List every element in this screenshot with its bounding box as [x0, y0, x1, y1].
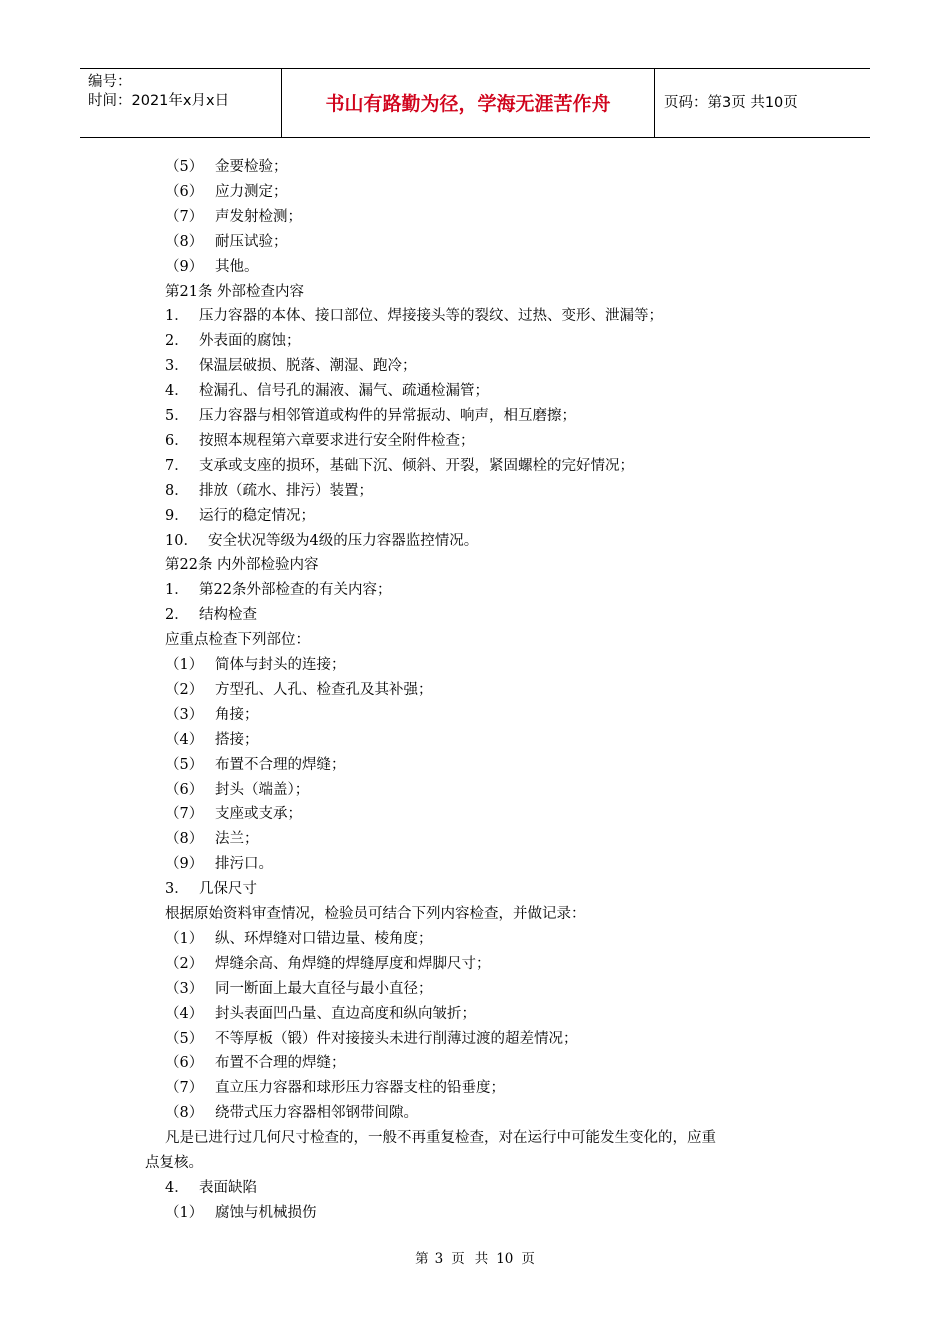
- text-line: [165, 431, 475, 451]
- text-line: [165, 1004, 476, 1024]
- header-motto: 书山有路勤为径，学海无涯苦作舟: [325, 93, 611, 115]
- text-line: [165, 182, 288, 202]
- text-line: [165, 555, 319, 575]
- line-text: 法兰；: [215, 831, 259, 848]
- list-marker: 6．: [165, 432, 189, 449]
- list-marker: （8）: [165, 233, 204, 250]
- list-marker: （8）: [165, 1105, 204, 1122]
- list-marker: 1．: [165, 308, 189, 325]
- line-text: 根据原始资料审查情况，检验员可结合下列内容检查，并做记录：: [165, 906, 586, 922]
- list-marker: （7）: [165, 806, 204, 823]
- list-marker: （3）: [165, 980, 204, 997]
- line-text: 凡是已进行过几何尺寸检查的，一般不再重复检查，对在运行中可能发生变化的，应重: [165, 1130, 716, 1147]
- list-marker: （5）: [165, 756, 204, 773]
- text-line: [165, 580, 391, 600]
- list-marker: 4．: [165, 1179, 189, 1196]
- line-text: 声发射检测；: [215, 208, 302, 225]
- list-marker: （4）: [165, 1005, 204, 1022]
- line-text: 结构检查: [199, 607, 257, 624]
- list-marker: 1．: [165, 582, 189, 599]
- list-marker: 3．: [165, 881, 189, 898]
- list-marker: （9）: [165, 856, 204, 873]
- text-line: [165, 730, 259, 750]
- text-line: [165, 1103, 418, 1123]
- text-line: [165, 630, 310, 650]
- line-text: 外表面的腐蚀；: [199, 333, 301, 350]
- line-text: 金要检验；: [215, 159, 288, 175]
- line-text: 第22条外部检查的有关内容；: [199, 582, 392, 599]
- text-line: [165, 854, 273, 874]
- line-text: 搭接；: [215, 731, 259, 748]
- line-text: 安全状况等级为4级的压力容器监控情况。: [208, 532, 479, 549]
- line-text: 按照本规程第六章要求进行安全附件检查；: [199, 432, 475, 449]
- list-marker: （5）: [165, 1030, 204, 1047]
- line-text: 封头表面凹凸量、直边高度和纵向皱折；: [215, 1005, 476, 1022]
- line-text: 应力测定；: [215, 183, 288, 200]
- text-line: [165, 954, 491, 974]
- text-line: [165, 929, 433, 949]
- line-text: 封头（端盖）；: [215, 781, 310, 798]
- line-text: 布置不合理的焊缝；: [215, 756, 346, 773]
- text-line: [165, 356, 417, 376]
- line-text: 支座或支承；: [215, 806, 302, 823]
- list-marker: 9．: [165, 507, 189, 524]
- page-footer: [0, 1248, 950, 1268]
- text-line: [165, 1078, 505, 1098]
- text-line: [165, 879, 257, 899]
- line-text: 同一断面上最大直径与最小直径；: [215, 980, 433, 997]
- footer-total-number: 10: [496, 1251, 514, 1267]
- text-line: [165, 1029, 578, 1049]
- list-marker: （1）: [165, 930, 204, 947]
- list-marker: （7）: [165, 1080, 204, 1097]
- line-text: 腐蚀与机械损伤: [215, 1204, 317, 1221]
- list-marker: 10．: [165, 532, 198, 549]
- list-marker: （6）: [165, 1055, 204, 1072]
- list-marker: （6）: [165, 183, 204, 200]
- list-marker: （7）: [165, 208, 204, 225]
- list-marker: （2）: [165, 681, 204, 698]
- line-text: 布置不合理的焊缝；: [215, 1055, 346, 1072]
- text-line: [145, 1153, 203, 1173]
- line-text: 压力容器的本体、接口部位、焊接接头等的裂纹、过热、变形、泄漏等；: [199, 308, 663, 325]
- line-text: 焊缝余高、角焊缝的焊缝厚度和焊脚尺寸；: [215, 955, 491, 972]
- text-line: [165, 331, 301, 351]
- text-line: [165, 456, 634, 476]
- text-line: [165, 306, 663, 326]
- text-line: [165, 406, 576, 426]
- text-line: [165, 605, 257, 625]
- list-marker: （1）: [165, 1204, 204, 1221]
- line-text: 角接；: [215, 706, 259, 723]
- footer-page-suffix: 页: [451, 1251, 465, 1267]
- document-number-label: 编号：: [88, 74, 132, 90]
- text-line: [165, 780, 309, 800]
- header-page-code: 页码：第3页 共10页: [664, 95, 798, 111]
- list-marker: （5）: [165, 159, 204, 175]
- line-text: 纵、环焊缝对口错边量、棱角度；: [215, 930, 433, 947]
- text-line: [165, 904, 586, 924]
- text-line: [165, 481, 373, 501]
- text-line: [165, 1128, 716, 1148]
- text-line: [165, 655, 346, 675]
- text-line: [165, 804, 302, 824]
- list-marker: 7．: [165, 457, 189, 474]
- text-line: [165, 1203, 317, 1223]
- line-text: 第22条 内外部检验内容: [165, 557, 319, 574]
- header-page-cell: [655, 69, 870, 137]
- line-text: 直立压力容器和球形压力容器支柱的铅垂度；: [215, 1080, 505, 1097]
- list-marker: 3．: [165, 358, 189, 375]
- line-text: 第21条 外部检查内容: [165, 283, 305, 300]
- list-marker: （6）: [165, 781, 204, 798]
- line-text: 简体与封头的连接；: [215, 657, 346, 673]
- text-line: [165, 755, 346, 775]
- text-line: [165, 257, 259, 277]
- line-text: 排放（疏水、排污）装置；: [199, 482, 373, 499]
- footer-total-word: 共: [474, 1251, 489, 1267]
- line-text: 绕带式压力容器相邻钢带间隙。: [215, 1105, 418, 1122]
- footer-total-suffix: 页: [521, 1251, 535, 1267]
- text-line: [165, 531, 478, 551]
- list-marker: （8）: [165, 831, 204, 848]
- list-marker: （9）: [165, 258, 204, 275]
- text-line: [165, 1053, 346, 1073]
- line-text: 点复核。: [145, 1155, 203, 1171]
- line-text: 运行的稳定情况；: [199, 507, 315, 524]
- list-marker: （3）: [165, 706, 204, 723]
- list-marker: 4．: [165, 383, 189, 400]
- line-text: 方型孔、人孔、检查孔及其补强；: [215, 681, 433, 698]
- line-text: 检漏孔、信号孔的漏液、漏气、疏通检漏管；: [199, 383, 489, 400]
- line-text: 不等厚板（锻）件对接接头未进行削薄过渡的超差情况；: [215, 1030, 578, 1047]
- text-line: [165, 705, 259, 725]
- list-marker: （4）: [165, 731, 204, 748]
- text-line: [165, 979, 433, 999]
- list-marker: （1）: [165, 657, 204, 673]
- text-line: [165, 232, 288, 252]
- text-line: [165, 680, 433, 700]
- line-text: 其他。: [215, 258, 259, 275]
- list-marker: 2．: [165, 333, 189, 350]
- line-text: 耐压试验；: [215, 233, 288, 250]
- line-text: 应重点检查下列部位：: [165, 632, 310, 649]
- line-text: 保温层破损、脱落、潮湿、跑冷；: [199, 358, 417, 375]
- header-motto-cell: [282, 69, 655, 137]
- line-text: 支承或支座的损环，基础下沉、倾斜、开裂，紧固螺栓的完好情况；: [199, 457, 634, 474]
- page-header: [80, 68, 870, 138]
- header-meta-cell: [80, 69, 282, 137]
- text-line: [165, 829, 259, 849]
- line-text: 排污口。: [215, 856, 273, 873]
- footer-page-word: 第: [415, 1251, 429, 1267]
- document-time-label: 时间：2021年x月x日: [88, 93, 230, 109]
- line-text: 几保尺寸: [199, 881, 257, 898]
- line-text: 表面缺陷: [199, 1179, 257, 1196]
- line-text: 压力容器与相邻管道或构件的异常振动、响声，相互磨擦；: [199, 408, 576, 424]
- text-line: [165, 381, 489, 401]
- text-line: [165, 157, 288, 177]
- text-line: [165, 207, 302, 227]
- list-marker: 2．: [165, 607, 189, 624]
- text-line: [165, 1178, 257, 1198]
- list-marker: 5．: [165, 408, 189, 424]
- text-line: [165, 506, 315, 526]
- footer-page-number: 3: [434, 1251, 444, 1267]
- list-marker: 8．: [165, 482, 189, 499]
- text-line: [165, 282, 304, 302]
- list-marker: （2）: [165, 955, 204, 972]
